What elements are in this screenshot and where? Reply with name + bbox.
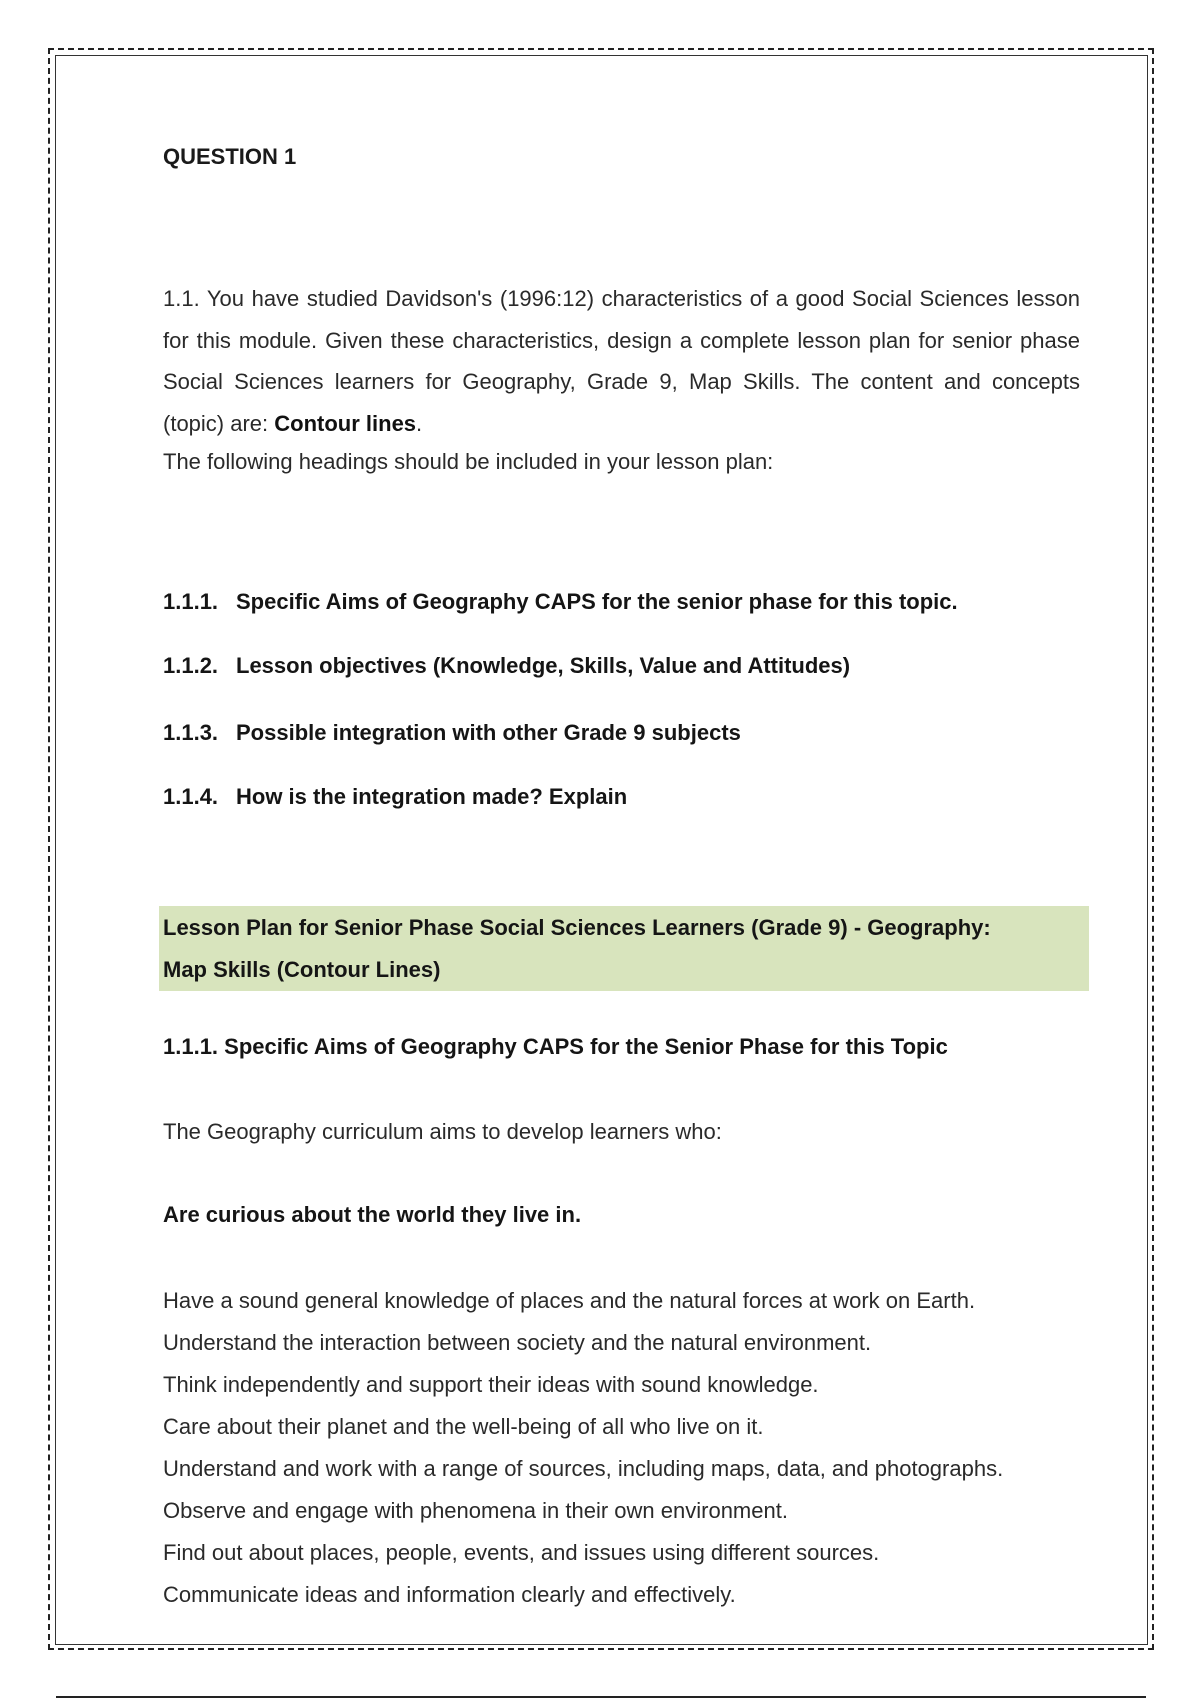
heading-text: Possible integration with other Grade 9 subjects xyxy=(236,720,741,745)
heading-item xyxy=(163,720,741,746)
heading-number: 1.1.3. xyxy=(163,720,219,745)
question-paragraph-end: . xyxy=(416,410,423,436)
lesson-plan-title-line1: Lesson Plan for Senior Phase Social Sciences Learners (Grade 9) - Geography: xyxy=(163,915,991,940)
heading-item xyxy=(163,653,850,679)
list-item: Think independently and support their ideas with sound knowledge. xyxy=(163,1372,819,1397)
headings-intro: The following headings should be included in your lesson plan: xyxy=(163,449,774,474)
heading-number: 1.1.4. xyxy=(163,784,219,809)
lesson-plan-title-line2: Map Skills (Contour Lines) xyxy=(163,957,441,982)
list-item: Understand and work with a range of sources, including maps, data, and photographs. xyxy=(163,1456,1004,1481)
heading-text: Lesson objectives (Knowledge, Skills, Value and Attitudes) xyxy=(236,653,851,678)
list-item: Observe and engage with phenomena in their own environment. xyxy=(163,1498,788,1523)
heading-item xyxy=(163,589,958,615)
section-heading: 1.1.1. Specific Aims of Geography CAPS for the Senior Phase for this Topic xyxy=(163,1034,948,1059)
heading-text: Specific Aims of Geography CAPS for the senior phase for this topic. xyxy=(236,589,958,614)
list-item: Have a sound general knowledge of places and the natural forces at work on Earth. xyxy=(163,1288,976,1313)
heading-item xyxy=(163,784,627,810)
list-item: Communicate ideas and information clearly and effectively. xyxy=(163,1582,736,1607)
first-aim: Are curious about the world they live in. xyxy=(163,1202,582,1227)
question-paragraph xyxy=(163,278,1080,444)
lesson-plan-banner xyxy=(159,906,1089,991)
lesson-plan-title xyxy=(163,907,1089,991)
list-item: Find out about places, people, events, and issues using different sources. xyxy=(163,1540,880,1565)
aims-intro: The Geography curriculum aims to develop learners who: xyxy=(163,1119,722,1144)
list-item: Care about their planet and the well-being of all who live on it. xyxy=(163,1414,764,1439)
question-topic: Contour lines xyxy=(274,410,417,436)
heading-text: How is the integration made? Explain xyxy=(236,784,628,809)
question-paragraph-text: 1.1. You have studied Davidson's (1996:12) characteristics of a good Social Sciences lesson for this module. Given these characteristics, design a complete lesson plan for senior phase Social Sciences learners for Geography, Grade 9, Map Skills. The content and concepts (topic) are: xyxy=(163,286,1080,436)
question-title: QUESTION 1 xyxy=(163,144,297,169)
aims-list xyxy=(163,1280,1093,1616)
heading-number: 1.1.2. xyxy=(163,653,219,678)
bottom-rule xyxy=(56,1696,1146,1698)
heading-number: 1.1.1. xyxy=(163,589,219,614)
list-item: Understand the interaction between society and the natural environment. xyxy=(163,1330,872,1355)
